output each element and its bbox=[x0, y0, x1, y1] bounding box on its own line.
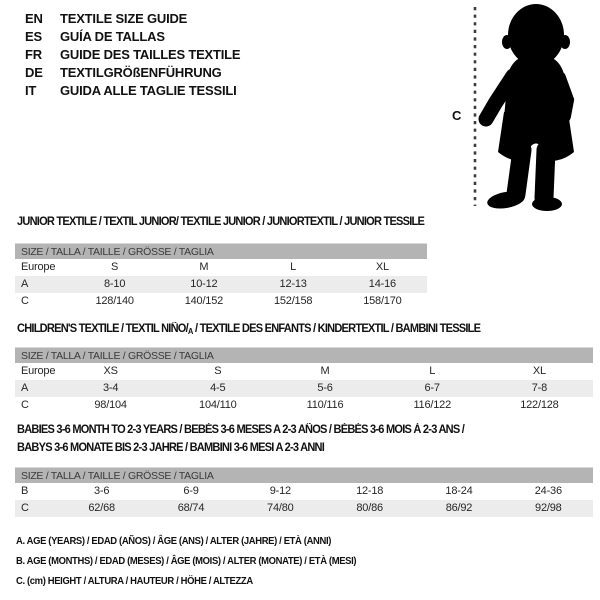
size-cell: 158/170 bbox=[363, 295, 402, 307]
size-cell: 140/152 bbox=[184, 295, 224, 307]
height-measure-label: C bbox=[452, 108, 462, 123]
size-cell: 98/104 bbox=[94, 399, 127, 411]
language-title: TEXTILE SIZE GUIDE bbox=[60, 11, 188, 26]
table-row bbox=[15, 483, 593, 500]
language-code: DE bbox=[25, 65, 43, 80]
size-cell: 3-6 bbox=[94, 485, 110, 497]
size-cell: 7-8 bbox=[531, 382, 548, 394]
children-title-subscript: A bbox=[187, 327, 193, 336]
table-row bbox=[15, 276, 427, 293]
size-cell: 12-13 bbox=[279, 278, 307, 290]
language-list bbox=[25, 10, 240, 100]
size-cell: 24-36 bbox=[534, 485, 562, 497]
children-size-table bbox=[15, 347, 593, 414]
children-table-title bbox=[17, 322, 480, 339]
table-row bbox=[15, 259, 427, 276]
row-label: A bbox=[21, 382, 29, 394]
language-row bbox=[25, 64, 240, 82]
size-cell: XL bbox=[375, 261, 389, 273]
size-cell: 6-9 bbox=[183, 485, 199, 497]
size-cell: 4-5 bbox=[210, 382, 226, 394]
table-row bbox=[15, 380, 593, 397]
junior-table-title: JUNIOR TEXTILE / TEXTIL JUNIOR/ TEXTILE JUNIOR / JUNIORTEXTIL / JUNIOR TESSILE bbox=[17, 216, 425, 228]
language-row bbox=[25, 46, 240, 64]
size-cell: L bbox=[290, 261, 297, 273]
language-code: FR bbox=[25, 47, 42, 62]
table-row bbox=[15, 293, 427, 310]
row-label: A bbox=[21, 278, 29, 290]
footnote-a: A. AGE (YEARS) / EDAD (AÑOS) / ÂGE (ANS) / ALTER (JAHRE) / ETÀ (ANNI) bbox=[16, 535, 332, 547]
language-code: ES bbox=[25, 29, 42, 44]
size-cell: 116/122 bbox=[413, 399, 451, 411]
footnotes bbox=[16, 531, 356, 591]
language-row bbox=[25, 82, 240, 100]
size-cell: 3-4 bbox=[102, 382, 119, 394]
size-cell: 9-12 bbox=[269, 485, 291, 497]
junior-size-table bbox=[15, 243, 427, 310]
language-title: GUIDE DES TAILLES TEXTILE bbox=[60, 47, 241, 62]
size-cell: 122/128 bbox=[520, 399, 559, 411]
baby-silhouette-icon bbox=[486, 4, 574, 211]
language-code: IT bbox=[25, 83, 37, 98]
children-title-part2: / TEXTILE DES ENFANTS / KINDERTEXTIL / BAMBINI TESSILE bbox=[192, 323, 481, 335]
size-cell: 74/80 bbox=[267, 502, 294, 514]
size-cell: 68/74 bbox=[177, 502, 205, 514]
language-title: TEXTILGRÖßENFÜHRUNG bbox=[60, 65, 222, 80]
height-figure bbox=[440, 0, 600, 214]
row-label: Europe bbox=[21, 261, 56, 273]
size-cell: M bbox=[199, 261, 209, 273]
row-label: C bbox=[21, 399, 29, 411]
size-cell: S bbox=[111, 261, 119, 273]
babies-table-title bbox=[17, 421, 483, 457]
size-cell: 8-10 bbox=[104, 278, 126, 290]
footnote-b: B. AGE (MONTHS) / EDAD (MESES) / ÂGE (MOIS) / ALTER (MONATE) / ETÀ (MESI) bbox=[16, 555, 357, 567]
size-cell: 14-16 bbox=[368, 278, 396, 290]
babies-title-line1: BABIES 3-6 MONTH TO 2-3 YEARS / BEBÉS 3-6 MESES A 2-3 AÑOS / BÉBÉS 3-6 MOIS À 2-3 ANS / bbox=[17, 424, 465, 436]
size-cell: XL bbox=[532, 365, 546, 377]
size-cell: L bbox=[429, 365, 436, 377]
size-cell: 110/116 bbox=[306, 399, 344, 411]
row-label: C bbox=[21, 502, 29, 514]
size-cell: S bbox=[214, 365, 222, 377]
size-cell: 104/110 bbox=[199, 399, 237, 411]
language-title: GUÍA DE TALLAS bbox=[60, 29, 165, 44]
size-cell: XS bbox=[103, 365, 118, 377]
size-header-bar: SIZE / TALLA / TAILLE / GRÖSSE / TAGLIA bbox=[15, 467, 593, 483]
size-cell: 10-12 bbox=[190, 278, 218, 290]
size-header-bar: SIZE / TALLA / TAILLE / GRÖSSE / TAGLIA bbox=[15, 347, 593, 363]
row-label: C bbox=[21, 295, 29, 307]
size-cell: 152/158 bbox=[273, 295, 313, 307]
table-row bbox=[15, 363, 593, 380]
size-cell: 86/92 bbox=[445, 502, 473, 514]
size-cell: 5-6 bbox=[317, 382, 333, 394]
size-cell: 128/140 bbox=[95, 295, 134, 307]
size-header-bar: SIZE / TALLA / TAILLE / GRÖSSE / TAGLIA bbox=[15, 243, 427, 259]
table-row bbox=[15, 500, 593, 517]
size-cell: M bbox=[320, 365, 330, 377]
table-row bbox=[15, 397, 593, 414]
size-cell: 18-24 bbox=[445, 485, 473, 497]
row-label: Europe bbox=[21, 365, 56, 377]
children-title-part1: CHILDREN'S TEXTILE / TEXTIL NIÑO/ bbox=[17, 323, 188, 335]
language-row bbox=[25, 10, 240, 28]
footnote-c: C. (cm) HEIGHT / ALTURA / HAUTEUR / HÖHE / ALTEZZA bbox=[16, 575, 253, 587]
babies-size-table bbox=[15, 467, 593, 517]
size-cell: 12-18 bbox=[356, 485, 384, 497]
language-code: EN bbox=[25, 11, 43, 26]
language-title: GUIDA ALLE TAGLIE TESSILI bbox=[60, 83, 237, 98]
size-cell: 6-7 bbox=[424, 382, 440, 394]
size-cell: 80/86 bbox=[356, 502, 383, 514]
row-label: B bbox=[21, 485, 29, 497]
size-cell: 62/68 bbox=[88, 502, 115, 514]
babies-title-line2: BABYS 3-6 MONATE BIS 2-3 JAHRE / BAMBINI 3-6 MESI A 2-3 ANNI bbox=[17, 442, 325, 454]
size-cell: 92/98 bbox=[535, 502, 562, 514]
language-row bbox=[25, 28, 240, 46]
